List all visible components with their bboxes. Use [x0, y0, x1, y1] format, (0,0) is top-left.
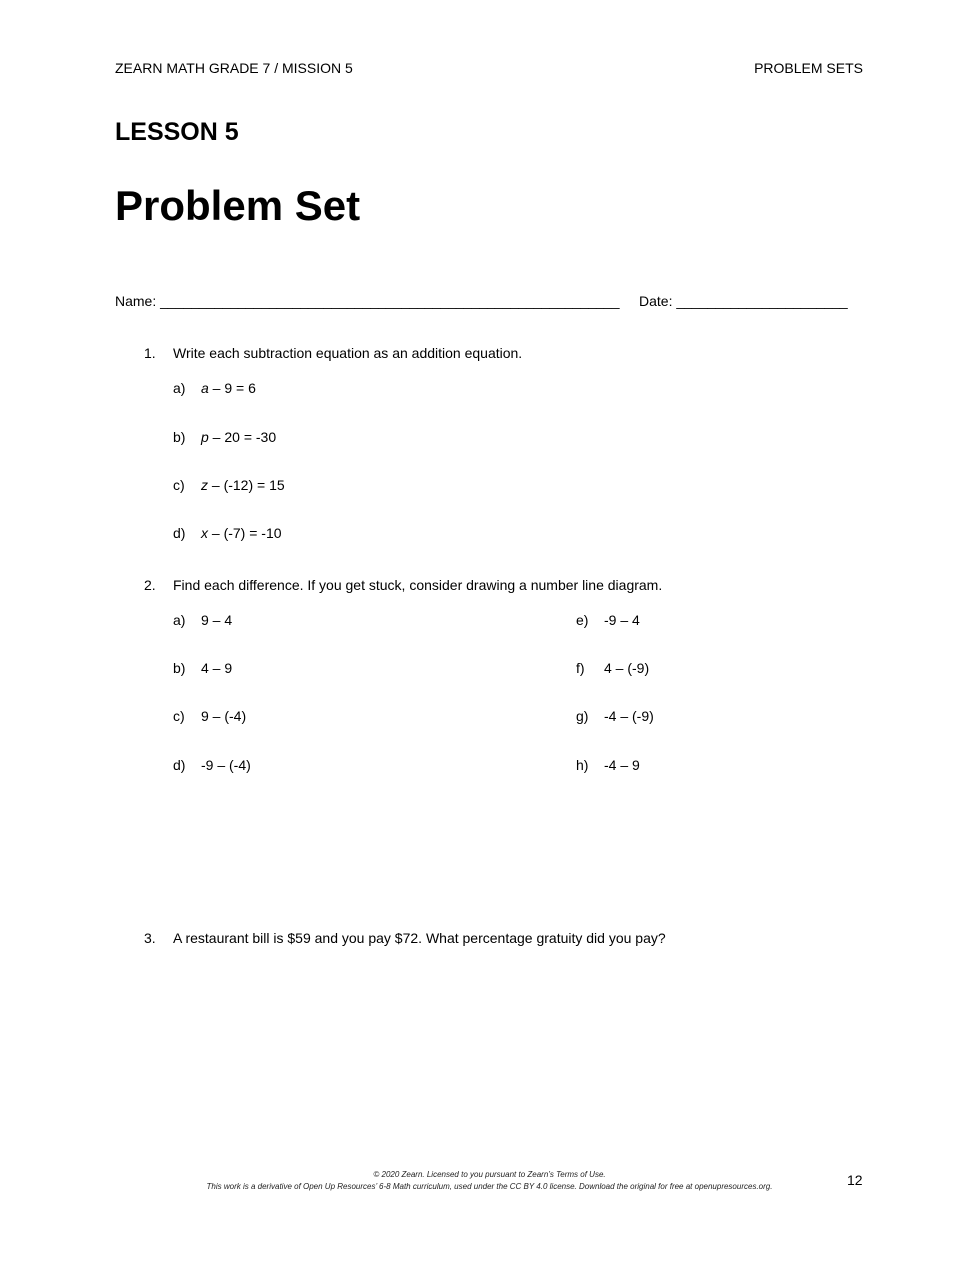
- q1-item-d: [173, 525, 282, 541]
- q2-item-a: [173, 612, 232, 628]
- item-expression: -4 – (-9): [604, 708, 654, 724]
- item-letter: d): [173, 525, 186, 541]
- page-title: Problem Set: [115, 182, 361, 229]
- question-2-number: 2.: [144, 577, 156, 593]
- item-variable: z: [201, 477, 208, 493]
- item-letter: e): [576, 612, 589, 628]
- question-1-number: 1.: [144, 345, 156, 361]
- q2-item-f: [576, 660, 649, 676]
- item-expression: – 9 = 6: [208, 380, 256, 396]
- item-expression: – (-12) = 15: [208, 477, 285, 493]
- item-variable: a: [201, 380, 209, 396]
- item-letter: h): [576, 757, 589, 773]
- q2-item-c: [173, 708, 246, 724]
- question-1-prompt: Write each subtraction equation as an addition equation.: [173, 345, 523, 361]
- item-letter: c): [173, 477, 185, 493]
- item-expression: 4 – 9: [201, 660, 233, 676]
- item-expression: -9 – (-4): [201, 757, 251, 773]
- q1-item-b: [173, 429, 276, 445]
- footer-attribution: This work is a derivative of Open Up Resources’ 6-8 Math curriculum, used under the CC BY 4.0 license. Download the original for free at openupresources.org.: [206, 1182, 773, 1191]
- item-expression: – 20 = -30: [208, 429, 277, 445]
- question-2-prompt: Find each difference. If you get stuck, consider drawing a number line diagram.: [173, 577, 663, 593]
- page-number: 12: [847, 1172, 863, 1188]
- q1-item-c: [173, 477, 285, 493]
- item-expression: 9 – (-4): [201, 708, 247, 724]
- date-field[interactable]: Date: ______________________: [639, 293, 848, 309]
- q1-item-a: [173, 380, 256, 396]
- question-3-number: 3.: [144, 930, 156, 946]
- header-left: ZEARN MATH GRADE 7 / MISSION 5: [115, 60, 353, 76]
- header-right: PROBLEM SETS: [754, 60, 863, 76]
- q2-item-h: [576, 757, 640, 773]
- name-field[interactable]: Name: ___________________________________________________________: [115, 293, 620, 309]
- item-expression: 4 – (-9): [604, 660, 650, 676]
- footer-license: © 2020 Zearn. Licensed to you pursuant to Zearn’s Terms of Use.: [373, 1170, 606, 1179]
- item-letter: d): [173, 757, 186, 773]
- item-letter: g): [576, 708, 589, 724]
- item-letter: a): [173, 380, 186, 396]
- q2-item-g: [576, 708, 654, 724]
- q2-item-b: [173, 660, 232, 676]
- item-expression: -4 – 9: [604, 757, 640, 773]
- item-letter: c): [173, 708, 185, 724]
- item-variable: x: [201, 525, 208, 541]
- item-letter: b): [173, 429, 186, 445]
- question-3-prompt: A restaurant bill is $59 and you pay $72. What percentage gratuity did you pay?: [173, 930, 666, 946]
- q2-item-e: [576, 612, 640, 628]
- item-letter: a): [173, 612, 186, 628]
- q2-item-d: [173, 757, 251, 773]
- item-expression: 9 – 4: [201, 612, 233, 628]
- item-expression: – (-7) = -10: [208, 525, 282, 541]
- item-letter: f): [576, 660, 585, 676]
- lesson-label: LESSON 5: [115, 118, 239, 146]
- item-letter: b): [173, 660, 186, 676]
- item-variable: p: [201, 429, 209, 445]
- item-expression: -9 – 4: [604, 612, 640, 628]
